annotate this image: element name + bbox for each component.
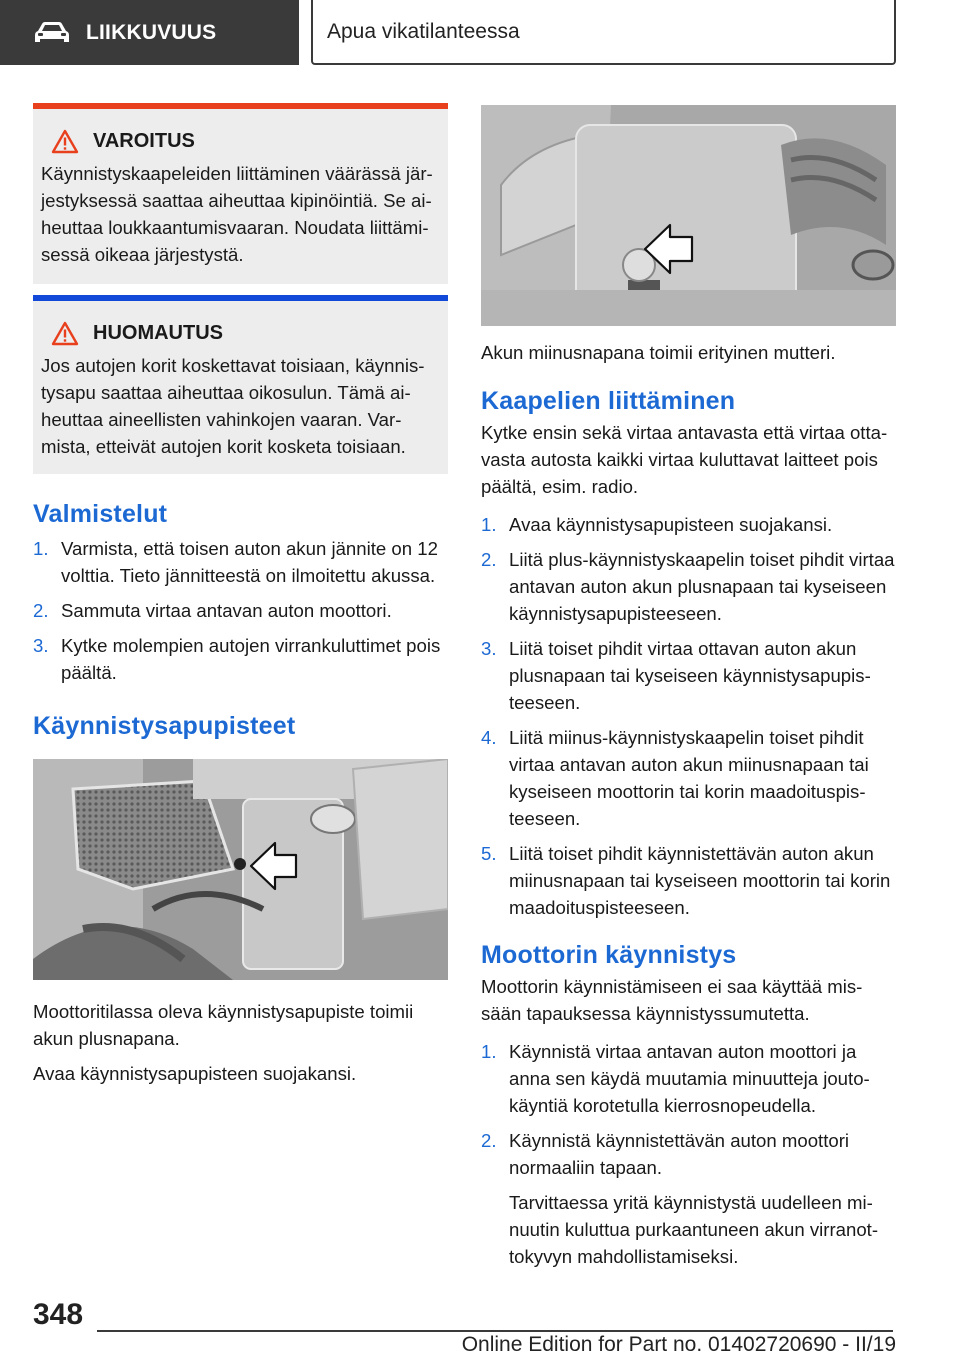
- list-item: [33, 597, 448, 624]
- right-column: [481, 105, 896, 1270]
- warning-title: [51, 129, 436, 154]
- footer-edition: Online Edition for Part no. 01402720690 - II/19: [461, 1333, 896, 1356]
- list-item: [33, 632, 448, 686]
- step-text: Liitä plus-käynnistyskaapelin toiset pihdit virtaa antavan auton akun plusnapaan tai kyseiseen käynnistysapupisteeseen.: [509, 549, 895, 624]
- heading-valmistelut: Valmistelut: [33, 500, 168, 528]
- list-item: [481, 635, 896, 716]
- car-icon: [34, 21, 70, 45]
- step-number: 1.: [33, 538, 49, 559]
- left-column: [33, 103, 448, 1087]
- step-number: 2.: [33, 600, 49, 621]
- page-title: Apua vikatilanteessa: [311, 0, 896, 65]
- section-tab: [0, 0, 299, 65]
- warning-triangle-icon: [51, 129, 79, 154]
- section-label: LIIKKUVUUS: [86, 20, 217, 44]
- page-number: 348: [33, 1298, 84, 1331]
- notice-box: [33, 295, 448, 474]
- warning-title-text: VAROITUS: [93, 130, 195, 152]
- engine-bay-photo-plus: [33, 759, 448, 980]
- step-number: 4.: [481, 727, 497, 748]
- step-text: Avaa käynnistysapupisteen suojakansi.: [509, 514, 833, 535]
- heading-kaapelien: Kaapelien liittäminen: [481, 387, 736, 415]
- engine-bay-photo-minus: [481, 105, 896, 326]
- footer-divider: [97, 1330, 893, 1332]
- step-text: Käynnistä virtaa antavan auton moottori ja anna sen käydä muutamia minuutteja joutokäyntiä korotetulla kierrosnopeudella.: [509, 1041, 870, 1116]
- engine-illustration-minus: [481, 105, 896, 326]
- valmistelut-steps: [33, 535, 448, 686]
- moottorin-intro: Moottorin käynnistämiseen ei saa käyttää missään tapauksessa käynnistyssumutetta.: [481, 976, 863, 1024]
- heading-kaynnistysapupisteet: Käynnistysapupisteet: [33, 712, 296, 740]
- kaapelien-steps: [481, 511, 896, 921]
- kaapelien-intro: Kytke ensin sekä virtaa antavasta että virtaa ottavasta autosta kaikki virtaa kuluttavat laitteet pois päältä, esim. radio.: [481, 422, 888, 497]
- notice-title: [51, 321, 436, 346]
- step-text: Liitä toiset pihdit virtaa ottavan auton akun plusnapaan tai kyseiseen käynnistysapupisteeseen.: [509, 638, 871, 713]
- step-text-extra: Tarvittaessa yritä käynnistystä uudelleen minuutin kuluttua purkaantuneen akun virranottokyvyn mahdollistamiseksi.: [509, 1192, 879, 1267]
- step-number: 1.: [481, 1041, 497, 1062]
- step-text: Varmista, että toisen auton akun jännite on 12 volttia. Tieto jännitteestä on ilmoitettu akussa.: [61, 538, 438, 586]
- step-number: 2.: [481, 549, 497, 570]
- list-item: [481, 840, 896, 921]
- engine-illustration: [33, 759, 448, 980]
- notice-title-text: HUOMAUTUS: [93, 322, 223, 344]
- step-text: Liitä miinus-käynnistyskaapelin toiset pihdit virtaa antavan auton akun miinusnapaan tai kyseiseen moottorin tai korin maadoituspisteeseen.: [509, 727, 869, 829]
- list-item: [481, 724, 896, 832]
- step-text: [509, 1127, 896, 1270]
- step-number: 1.: [481, 514, 497, 535]
- step-number: 3.: [33, 635, 49, 656]
- step-text: Liitä toiset pihdit käynnistettävän auton akun miinusnapaan tai kyseiseen moottorin tai korin maadoituspisteeseen.: [509, 843, 891, 918]
- warning-box: [33, 103, 448, 284]
- step-text-main: Käynnistä käynnistettävän auton moottori normaaliin tapaan.: [509, 1130, 850, 1178]
- step-text: Kytke molempien autojen virrankuluttimet pois päältä.: [61, 635, 441, 683]
- step-number: 5.: [481, 843, 497, 864]
- caption-minus-point: Akun miinusnapana toimii erityinen mutteri.: [481, 342, 836, 363]
- warning-text: Käynnistyskaapeleiden liittäminen väärässä järjestyksessä saattaa aiheuttaa kipinöintiä. Se aiheuttaa loukkaantumisvaaran. Noudata liittämisessä oikeaa järjestystä.: [41, 163, 433, 265]
- caption-plus-point: Moottoritilassa oleva käynnistysapupiste toimii akun plusnapana.: [33, 1001, 414, 1049]
- moottorin-steps: [481, 1038, 896, 1270]
- heading-moottorin: Moottorin käynnistys: [481, 941, 737, 969]
- list-item: [481, 1038, 896, 1119]
- list-item: [481, 511, 896, 538]
- list-item: [33, 535, 448, 589]
- warning-triangle-icon: [51, 321, 79, 346]
- list-item: [481, 546, 896, 627]
- notice-text: Jos autojen korit koskettavat toisiaan, käynnistysapu saattaa aiheuttaa oikosulun. Tämä aiheuttaa aineellisten vahinkojen vaaran. Varmista, etteivät autojen korit kosketa toisiaan.: [41, 355, 425, 457]
- step-text: Sammuta virtaa antavan auton moottori.: [61, 600, 392, 621]
- step-number: 3.: [481, 638, 497, 659]
- caption-open-cover: Avaa käynnistysapupisteen suojakansi.: [33, 1063, 357, 1084]
- list-item: [481, 1127, 896, 1270]
- step-number: 2.: [481, 1130, 497, 1151]
